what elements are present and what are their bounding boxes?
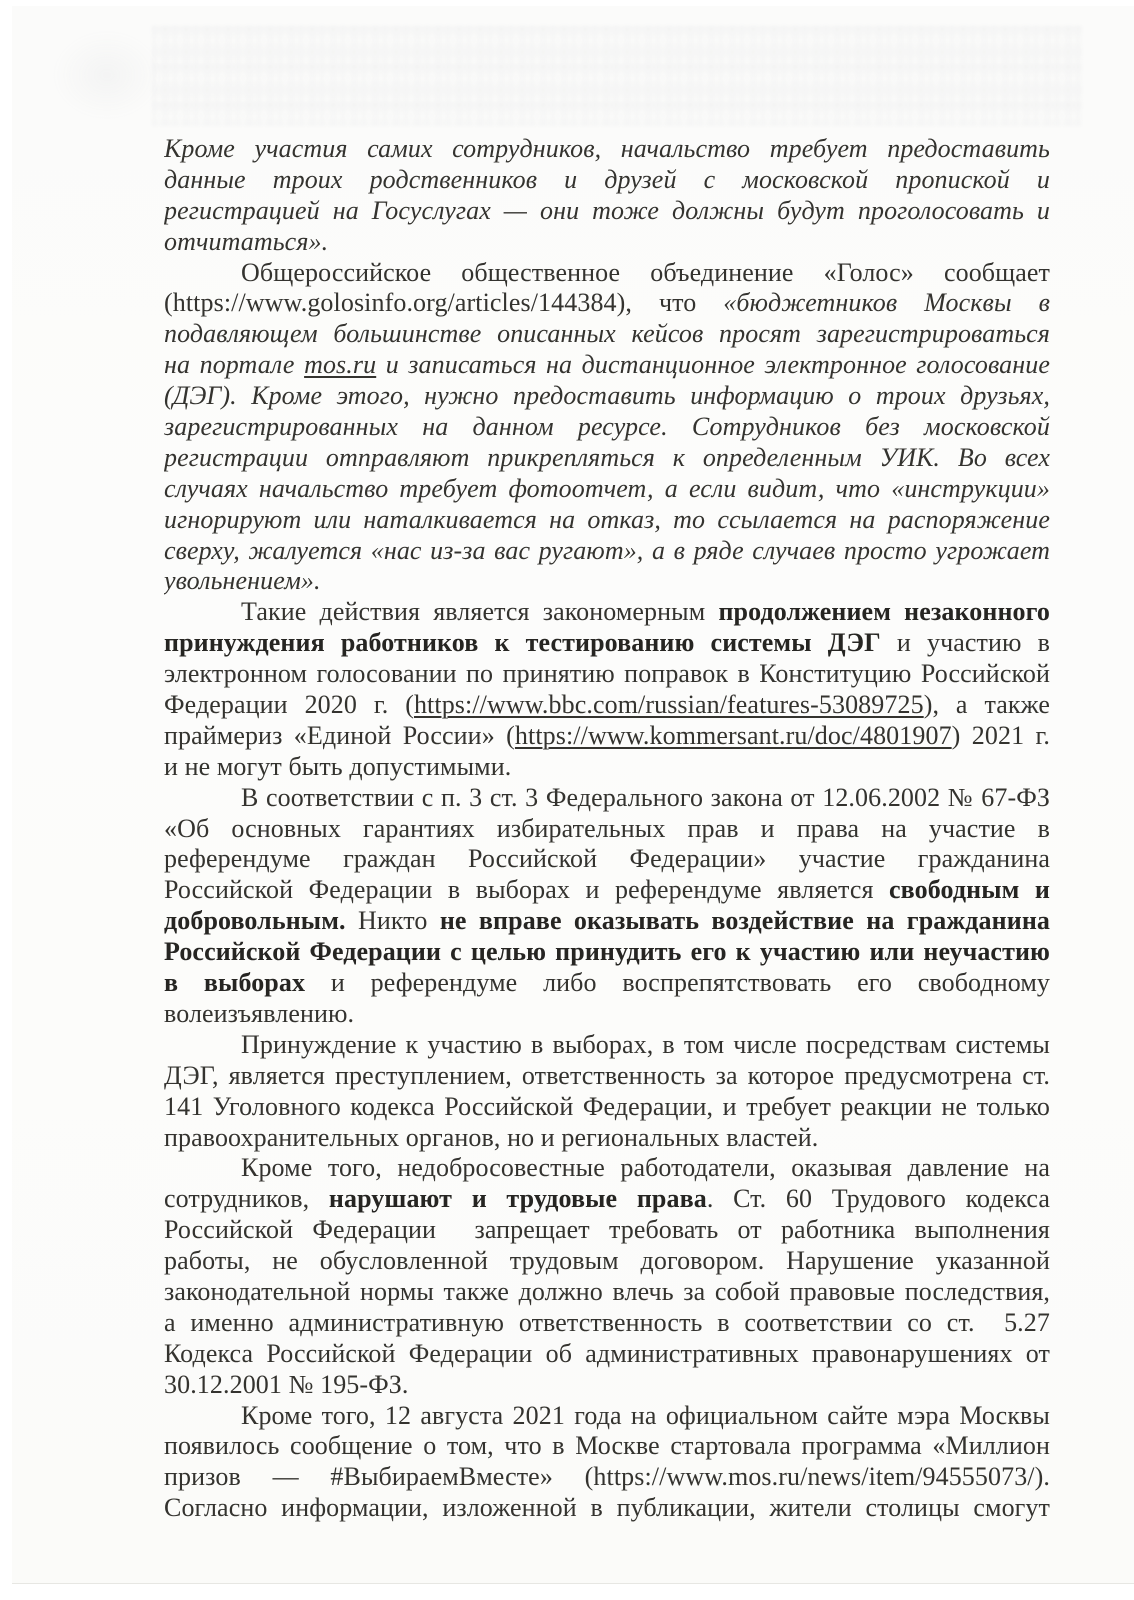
text-segment: и записаться на дистанционное электронное голосование <box>376 350 1050 380</box>
text-line <box>164 536 1050 567</box>
text-line <box>164 906 1050 937</box>
text-line <box>164 1246 1050 1277</box>
text-segment: законодательной нормы также должно влечь за собой правовые последствия, <box>164 1276 1050 1306</box>
paragraph-indent <box>164 280 241 281</box>
text-line <box>164 1184 1050 1215</box>
paragraph-indent <box>164 619 241 620</box>
text-line <box>164 1493 1050 1524</box>
text-segment: работы, не обусловленной трудовым договором. Нарушение указанной <box>164 1246 1050 1276</box>
text-segment: «бюджетников Москвы в <box>723 288 1050 318</box>
text-line <box>164 505 1050 536</box>
text-segment: . Ст. 60 Трудового кодекса <box>706 1184 1050 1214</box>
text-segment: 141 Уголовного кодекса Российской Федерации, и требует реакции не только <box>164 1091 1050 1121</box>
text-line <box>164 258 1050 289</box>
text-segment: а именно административную ответственность в соответствии со ст. 5.27 <box>164 1307 1050 1337</box>
text-line <box>164 288 1050 319</box>
text-line <box>164 443 1050 474</box>
text-segment: Согласно информации, изложенной в публикации, жители столицы смогут <box>164 1493 1050 1523</box>
text-segment: ) 2021 г. <box>951 720 1050 750</box>
scan-artifact-bleedthrough <box>152 26 1082 126</box>
text-segment: подавляющем большинстве описанных кейсов просят зарегистрироваться <box>164 319 1050 349</box>
text-segment: регистрацией на Госуслугах — они тоже должны будут проголосовать и <box>164 195 1050 225</box>
scanned-page <box>12 6 1134 1584</box>
text-line <box>164 1215 1050 1246</box>
paragraph-indent <box>164 1175 241 1176</box>
text-line <box>164 566 1050 597</box>
text-segment: сотрудников, <box>164 1184 329 1214</box>
text-segment: на портале <box>164 350 305 380</box>
text-segment: случаях начальство требует фотоотчет, а если видит, что «инструкции» <box>164 473 1050 503</box>
text-segment: Кроме участия самих сотрудников, начальство требует предоставить <box>164 134 1050 163</box>
scan-artifact-corner <box>52 30 162 120</box>
text-segment: Общероссийское общественное объединение «Голос» сообщает <box>241 257 1050 287</box>
text-segment: отчитаться». <box>164 226 329 256</box>
text-segment: (https://www.golosinfo.org/articles/144384), что <box>164 288 724 318</box>
text-segment: в выборах <box>164 968 306 998</box>
text-segment: и референдуме либо воспрепятствовать его свободному <box>305 968 1050 998</box>
text-line <box>164 319 1050 350</box>
text-line <box>164 1339 1050 1370</box>
link-text: https://www.bbc.com/russian/features-53089725 <box>413 690 924 720</box>
text-segment: ДЭГ, является преступлением, ответственность за которое предусмотрена ст. <box>164 1060 1050 1090</box>
text-line <box>164 1277 1050 1308</box>
text-segment: В соответствии с п. 3 ст. 3 Федерального закона от 12.06.2002 № 67-ФЗ <box>241 782 1050 812</box>
text-line <box>164 1153 1050 1184</box>
text-line <box>164 1370 1050 1401</box>
text-segment: Кодекса Российской Федерации об административных правонарушениях от <box>164 1338 1050 1368</box>
scan-margin-left <box>0 0 12 1600</box>
text-segment: Федерации 2020 г. ( <box>164 690 414 720</box>
text-segment: и не могут быть допустимыми. <box>164 751 512 781</box>
text-segment: призов — #ВыбираемВместе» (https://www.mos.ru/news/item/94555073/). <box>164 1462 1050 1492</box>
text-line <box>164 1462 1050 1493</box>
text-line <box>164 1092 1050 1123</box>
text-segment: Российской Федерации в выборах и референдуме является <box>164 875 890 905</box>
text-line <box>164 1030 1050 1061</box>
text-segment: и участию в <box>880 628 1050 658</box>
text-segment: зарегистрированных на данном ресурсе. Сотрудников без московской <box>164 412 1050 442</box>
text-line <box>164 1123 1050 1154</box>
text-segment: правоохранительных органов, но и региональных властей. <box>164 1122 819 1152</box>
text-segment: Кроме того, 12 августа 2021 года на официальном сайте мэра Москвы <box>241 1400 1050 1430</box>
text-segment: продолжением незаконного <box>718 597 1050 627</box>
text-segment: референдуме граждан Российской Федерации» участие гражданина <box>164 844 1050 874</box>
text-segment: нарушают и трудовые права <box>328 1184 707 1214</box>
text-segment: Российской Федерации запрещает требовать от работника выполнения <box>164 1215 1050 1245</box>
text-line <box>164 196 1050 227</box>
text-segment: свободным и <box>889 875 1050 905</box>
text-segment: волеизъявлению. <box>164 998 355 1028</box>
text-segment: электронном голосовании по принятию поправок в Конституцию Российской <box>164 659 1050 689</box>
text-line <box>164 999 1050 1030</box>
link-text: mos.ru <box>304 350 377 380</box>
text-line <box>164 968 1050 999</box>
scan-margin-top <box>0 0 1134 6</box>
text-line <box>164 474 1050 505</box>
text-segment: Никто <box>345 906 440 936</box>
text-line <box>164 350 1050 381</box>
text-line <box>164 628 1050 659</box>
text-line <box>164 937 1050 968</box>
text-line <box>164 134 1050 165</box>
text-segment: игнорируют или наталкивается на отказ, то ссылается на распоряжение <box>164 504 1050 534</box>
paragraph-indent <box>164 1052 241 1053</box>
text-segment: Российской Федерации с целью принудить его к участию или неучастию <box>164 937 1050 967</box>
text-line <box>164 381 1050 412</box>
text-line <box>164 227 1050 258</box>
text-segment: Принуждение к участию в выборах, в том числе посредствам системы <box>241 1029 1050 1059</box>
paragraph-indent <box>164 805 241 806</box>
text-segment: 30.12.2001 № 195-ФЗ. <box>164 1369 409 1399</box>
text-line <box>164 814 1050 845</box>
text-segment: регистрации отправляют прикрепляться к определенным УИК. Во всех <box>164 442 1050 472</box>
text-segment: праймериз «Единой России» ( <box>164 720 515 750</box>
text-line <box>164 875 1050 906</box>
text-segment: увольнением». <box>164 566 321 596</box>
text-segment: Кроме того, недобросовестные работодатели, оказывая давление на <box>241 1153 1050 1183</box>
text-line <box>164 597 1050 628</box>
text-segment: Такие действия является закономерным <box>241 597 719 627</box>
text-line <box>164 412 1050 443</box>
text-segment: сверху, жалуется «нас из-за вас ругают», а в ряде случаев просто угрожает <box>164 535 1050 565</box>
text-line <box>164 1401 1050 1432</box>
text-line <box>164 844 1050 875</box>
text-segment: «Об основных гарантиях избирательных прав и права на участие в <box>164 813 1050 843</box>
link-text: https://www.kommersant.ru/doc/4801907 <box>514 720 952 750</box>
text-line <box>164 690 1050 721</box>
text-line <box>164 721 1050 752</box>
text-line <box>164 165 1050 196</box>
text-segment: ), а также <box>923 690 1050 720</box>
text-segment: принуждения работников к тестированию системы ДЭГ <box>164 628 881 658</box>
text-segment: не вправе оказывать воздействие на гражданина <box>439 906 1050 936</box>
text-line <box>164 659 1050 690</box>
text-line <box>164 1431 1050 1462</box>
scan-margin-bottom <box>0 1584 1134 1600</box>
text-segment: данные троих родственников и друзей с московской пропиской и <box>164 164 1050 194</box>
text-line <box>164 1061 1050 1092</box>
document-body <box>164 134 1050 1524</box>
text-segment: появилось сообщение о том, что в Москве стартовала программа «Миллион <box>164 1431 1050 1461</box>
text-segment: (ДЭГ). Кроме этого, нужно предоставить информацию о троих друзьях, <box>164 381 1050 411</box>
text-line <box>164 1308 1050 1339</box>
text-segment: добровольным. <box>164 906 346 936</box>
text-line <box>164 783 1050 814</box>
paragraph-indent <box>164 1423 241 1424</box>
text-line <box>164 752 1050 783</box>
